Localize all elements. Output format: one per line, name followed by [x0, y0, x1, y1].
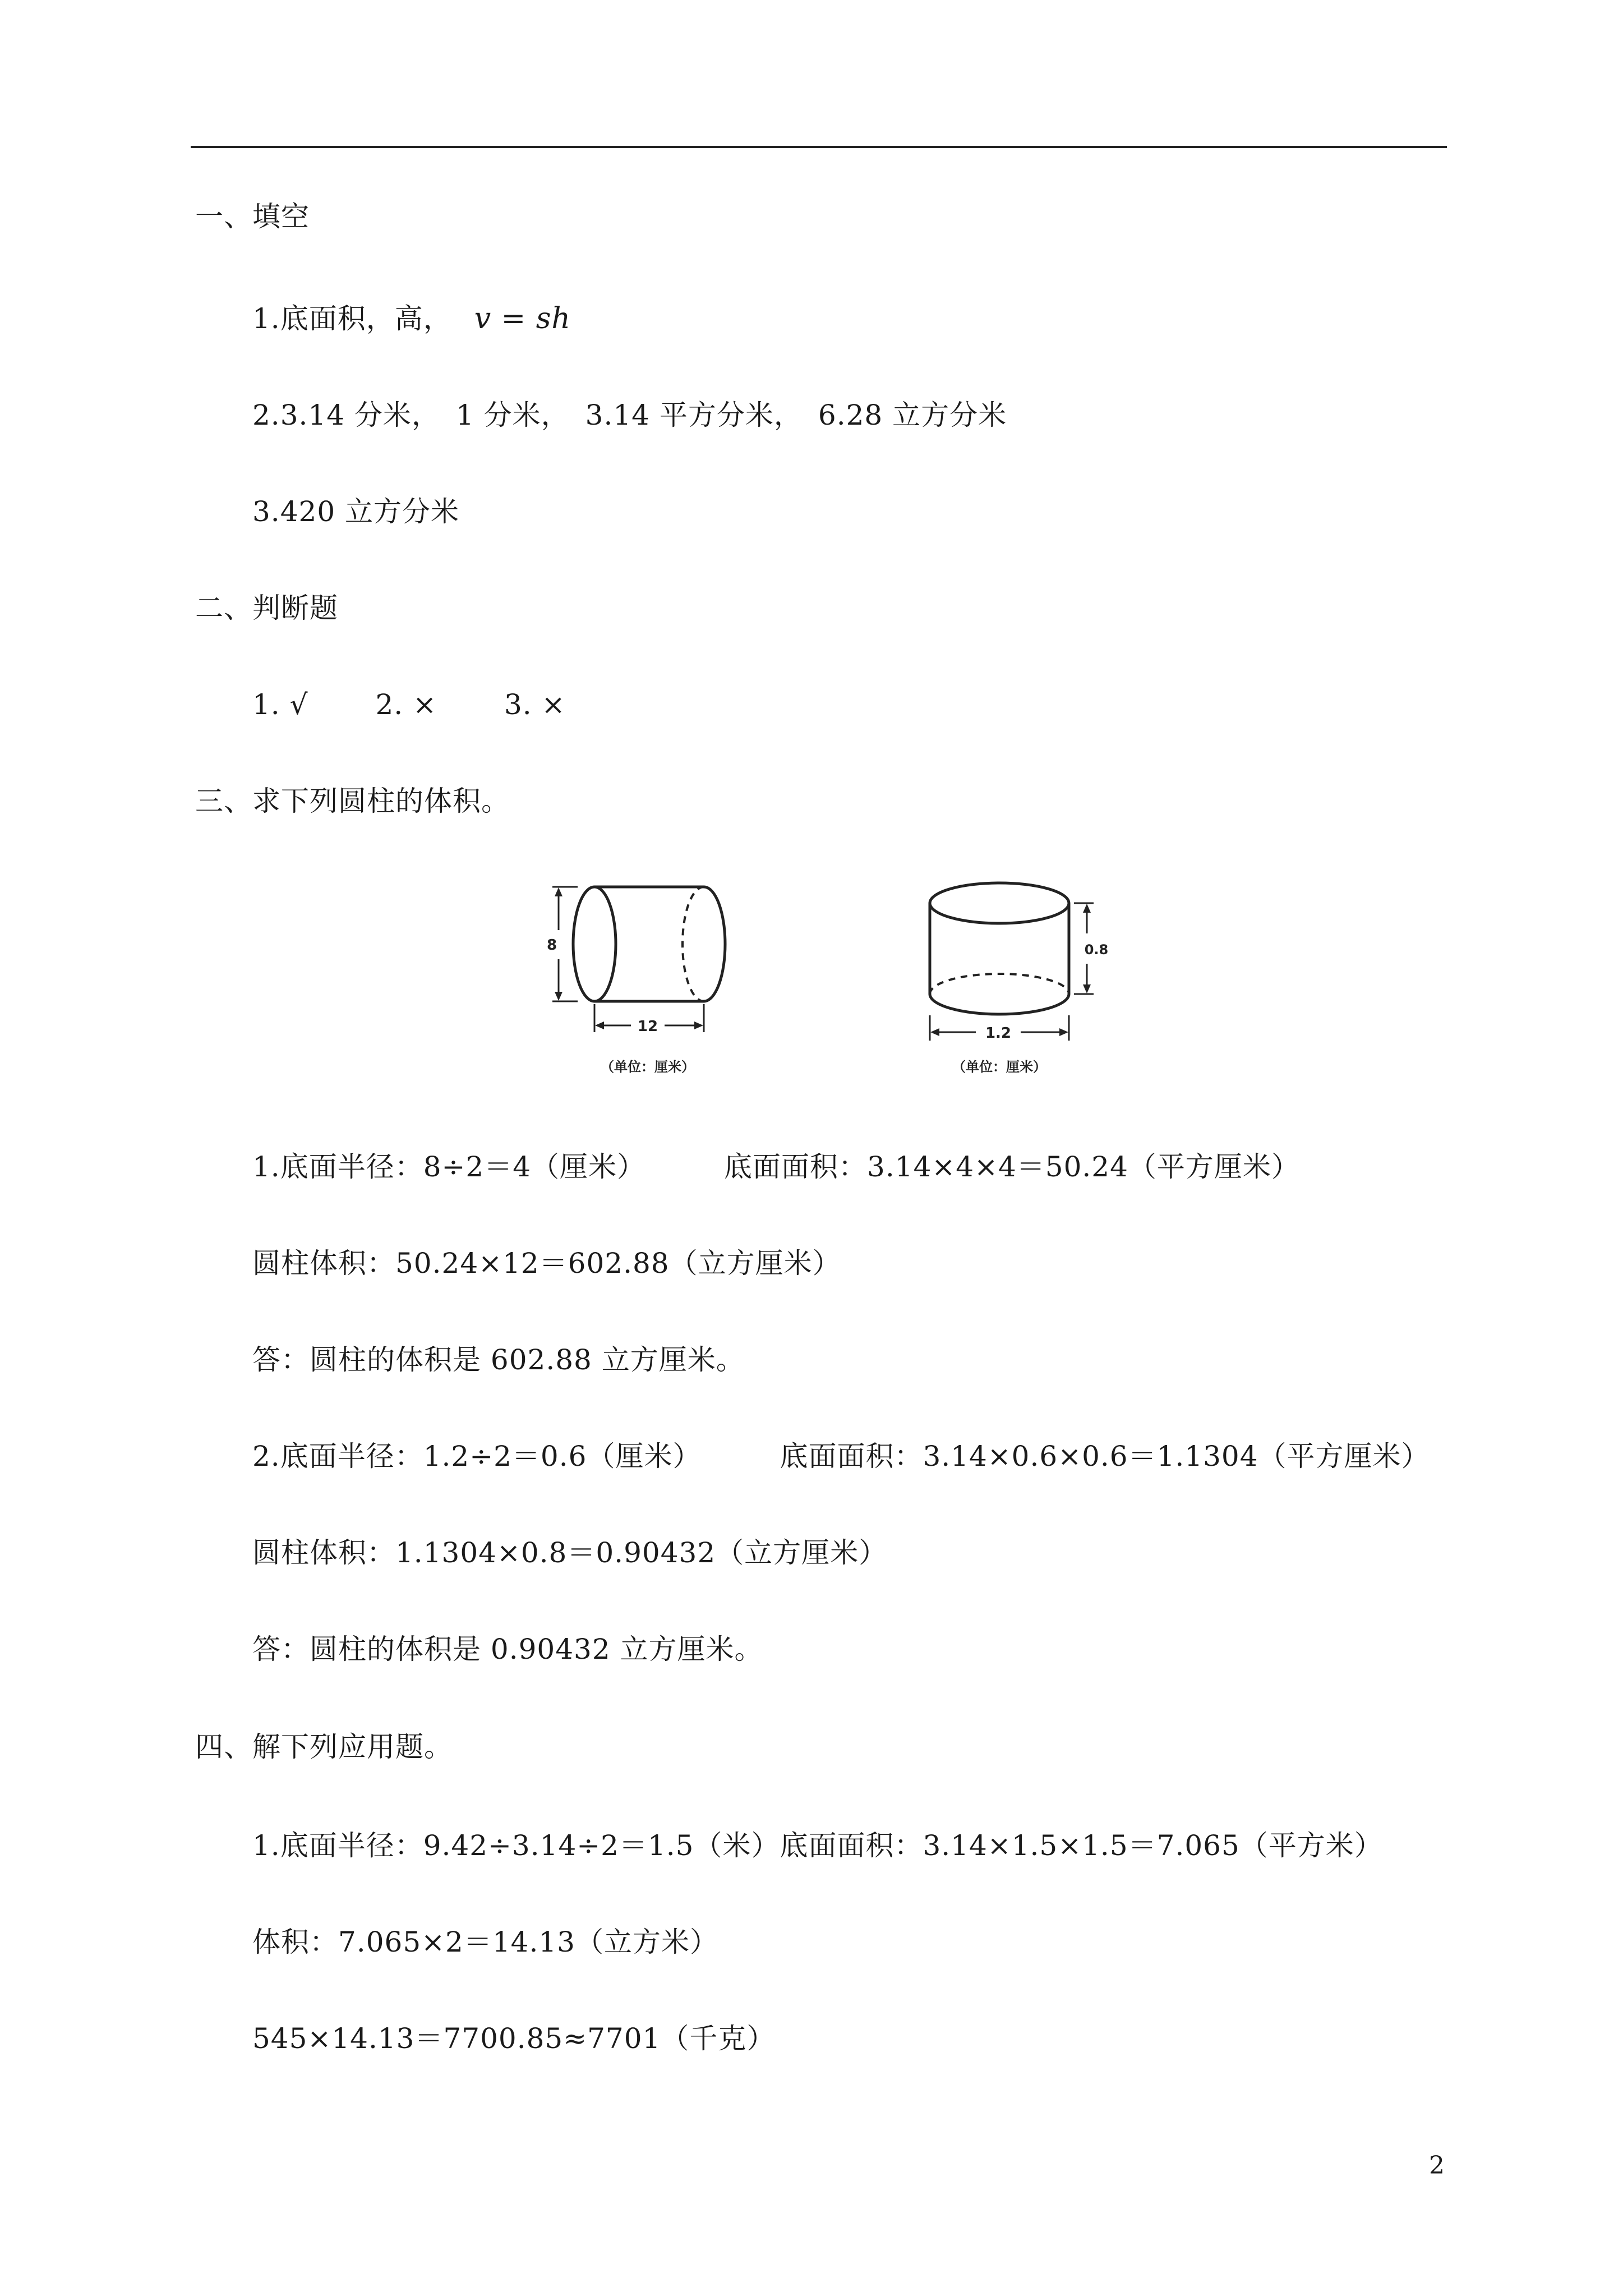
- fig1-unit-label: （单位：厘米）: [601, 1059, 695, 1075]
- header-rule: [191, 146, 1447, 148]
- answer-1-2c: 3.14 平方分米，: [585, 399, 803, 431]
- fig1-height-label: 8: [546, 937, 557, 954]
- section-3-title: 三、求下列圆柱的体积。: [195, 785, 510, 817]
- answer-1-2a: 2.3.14 分米，: [252, 399, 440, 431]
- judgement-answers: [252, 688, 565, 721]
- answer-1-1-text: 1.底面积，高，: [252, 302, 452, 335]
- solution-3-1-answer: 答：圆柱的体积是 602.88 立方厘米。: [252, 1343, 745, 1376]
- fig2-height-label: 0.8: [1084, 942, 1109, 958]
- answer-1-3: 3.420 立方分米: [252, 495, 460, 528]
- solution-3-2-answer: 答：圆柱的体积是 0.90432 立方厘米。: [252, 1633, 763, 1665]
- answer-1-2: [252, 398, 1007, 432]
- solution-3-2-line1: [252, 1439, 1430, 1473]
- answer-1-2b: 1 分米，: [455, 399, 570, 431]
- section-2-title: 二、判断题: [195, 592, 338, 624]
- answer-1-2d: 6.28 立方分米: [818, 399, 1007, 431]
- fig2-unit-label: （单位：厘米）: [952, 1059, 1046, 1075]
- judgement-1: 1. √: [252, 688, 308, 721]
- solution-3-2-area: 底面面积：3.14×0.6×0.6＝1.1304（平方厘米）: [780, 1440, 1430, 1473]
- solution-3-2-radius: 2.底面半径：1.2÷2＝0.6（厘米）: [252, 1440, 702, 1473]
- volume-formula: v = sh: [474, 302, 571, 335]
- solution-3-1-area: 底面面积：3.14×4×4＝50.24（平方厘米）: [724, 1151, 1300, 1183]
- page-number: 2: [1429, 2151, 1445, 2180]
- section-4-title: 四、解下列应用题。: [195, 1731, 453, 1763]
- solution-3-1-volume: 圆柱体积：50.24×12＝602.88（立方厘米）: [252, 1247, 841, 1280]
- cylinder-figures: [527, 864, 1110, 1088]
- solution-4-1-line2: 体积：7.065×2＝14.13（立方米）: [252, 1926, 718, 1958]
- judgement-3: 3. ×: [504, 688, 566, 721]
- solution-4-1-line1: 1.底面半径：9.42÷3.14÷2＝1.5（米）底面面积：3.14×1.5×1.5＝7.065（平方米）: [252, 1829, 1383, 1862]
- judgement-2: 2. ×: [375, 688, 437, 721]
- answer-1-1: [252, 302, 571, 335]
- solution-3-2-volume: 圆柱体积：1.1304×0.8＝0.90432（立方厘米）: [252, 1536, 888, 1569]
- section-1-title: 一、填空: [195, 200, 310, 233]
- solution-4-1-line3: 545×14.13＝7700.85≈7701（千克）: [252, 2022, 776, 2055]
- solution-3-1-radius: 1.底面半径：8÷2＝4（厘米）: [252, 1151, 646, 1183]
- solution-3-1-line1: [252, 1150, 1300, 1184]
- fig1-length-label: 12: [637, 1018, 658, 1035]
- fig2-diameter-label: 1.2: [985, 1025, 1012, 1042]
